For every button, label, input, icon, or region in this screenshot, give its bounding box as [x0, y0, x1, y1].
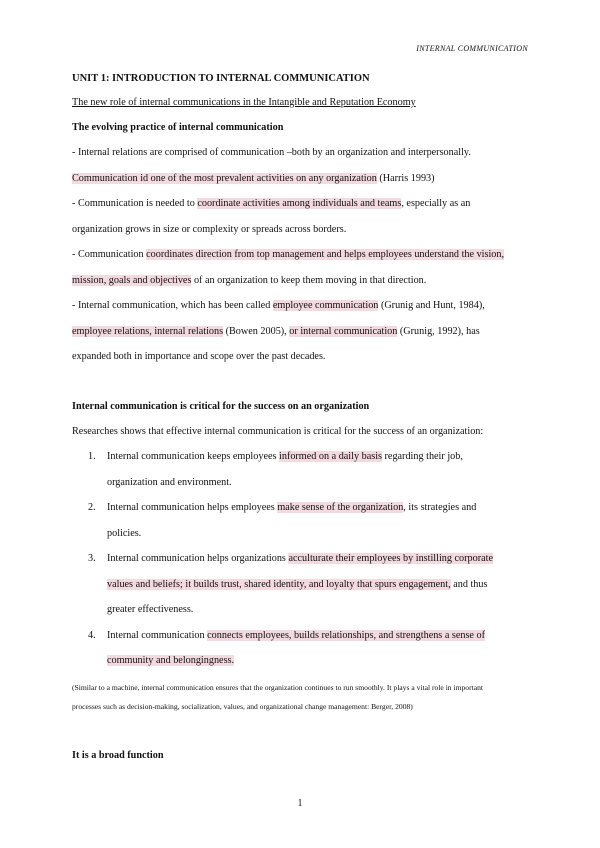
list-number: 3. — [88, 553, 96, 564]
paragraph-coordinate-direction — [72, 242, 512, 293]
highlight: acculturate their employees by instilling corporate values and beliefs; it builds trust, shared identity, and loyalty that spurs engagement, — [107, 553, 493, 590]
page-number: 1 — [297, 798, 303, 809]
text: - Communication is needed to — [72, 198, 198, 209]
list-number: 2. — [88, 502, 96, 513]
highlight: make sense of the organization — [277, 502, 404, 513]
text: Internal communication — [107, 629, 208, 641]
page-content — [72, 68, 512, 768]
highlight: or internal communication — [289, 325, 398, 337]
paragraph-internal-relations: - Internal relations are comprised of communication –both by an organization and interpersonally. — [72, 147, 471, 158]
highlight: Communication id one of the most prevalent activities on any organization — [72, 172, 377, 184]
text: , especially as an organization grows in size or complexity or spreads across borders. — [72, 198, 471, 235]
section-heading-critical-success: Internal communication is critical for the success on an organization — [72, 400, 370, 412]
list-number: 4. — [88, 629, 96, 641]
list-item — [72, 495, 512, 546]
spacer — [72, 370, 512, 395]
highlight: connects employees, builds relationships, and strengthens a sense of community and belongingness. — [107, 629, 485, 666]
section-heading-broad-function: It is a broad function — [72, 749, 164, 761]
benefits-list — [72, 444, 512, 674]
list-item — [72, 444, 512, 495]
list-number: 1. — [88, 451, 96, 462]
section-heading-evolving-practice: The evolving practice of internal communication — [72, 122, 284, 133]
text: regarding their job, organization and environment. — [107, 451, 463, 488]
highlight: coordinates direction from top management and helps employees understand the vision, mission, goals and objectives — [72, 249, 505, 286]
text: of an organization to keep them moving in that direction. — [191, 274, 427, 286]
text: (Bowen 2005), — [223, 325, 290, 337]
text: (Grunig, 1992), has expanded both in importance and scope over the past decades. — [72, 325, 480, 362]
paragraph-research-intro: Researches shows that effective internal communication is critical for the success of an organization: — [72, 425, 484, 437]
highlight: coordinate activities among individuals and teams — [197, 198, 402, 209]
subtitle: The new role of internal communications in the Intangible and Reputation Economy — [72, 97, 416, 108]
highlight: employee communication — [272, 300, 379, 311]
unit-title: UNIT 1: INTRODUCTION TO INTERNAL COMMUNICATION — [72, 73, 370, 84]
highlight: informed on a daily basis — [279, 451, 382, 462]
running-header: INTERNAL COMMUNICATION — [416, 44, 528, 53]
paragraph-prevalent-activity — [72, 166, 512, 192]
citation: (Harris 1993) — [376, 172, 435, 184]
list-item — [72, 546, 512, 623]
text: Internal communication helps employees — [107, 502, 278, 513]
list-item — [72, 623, 512, 674]
text: (Grunig and Hunt, 1984), — [378, 300, 485, 311]
text: , its strategies and policies. — [107, 502, 477, 539]
text: Internal communication helps organizations — [107, 553, 289, 564]
text: Internal communication keeps employees — [107, 451, 279, 462]
highlight: employee relations, internal relations — [72, 325, 224, 337]
text: - Communication — [72, 249, 147, 260]
text: - Internal communication, which has been called — [72, 300, 273, 311]
text: and thus greater effectiveness. — [107, 578, 488, 615]
paragraph-terms — [72, 293, 512, 370]
footnote-machine-analogy: (Similar to a machine, internal communication ensures that the organization continues to run smoothly. It plays a vital role in important processes such as decision-making, socialization, values, and organizational change management: Berger, 2008) — [72, 682, 484, 711]
paragraph-coordinate-activities — [72, 191, 512, 242]
